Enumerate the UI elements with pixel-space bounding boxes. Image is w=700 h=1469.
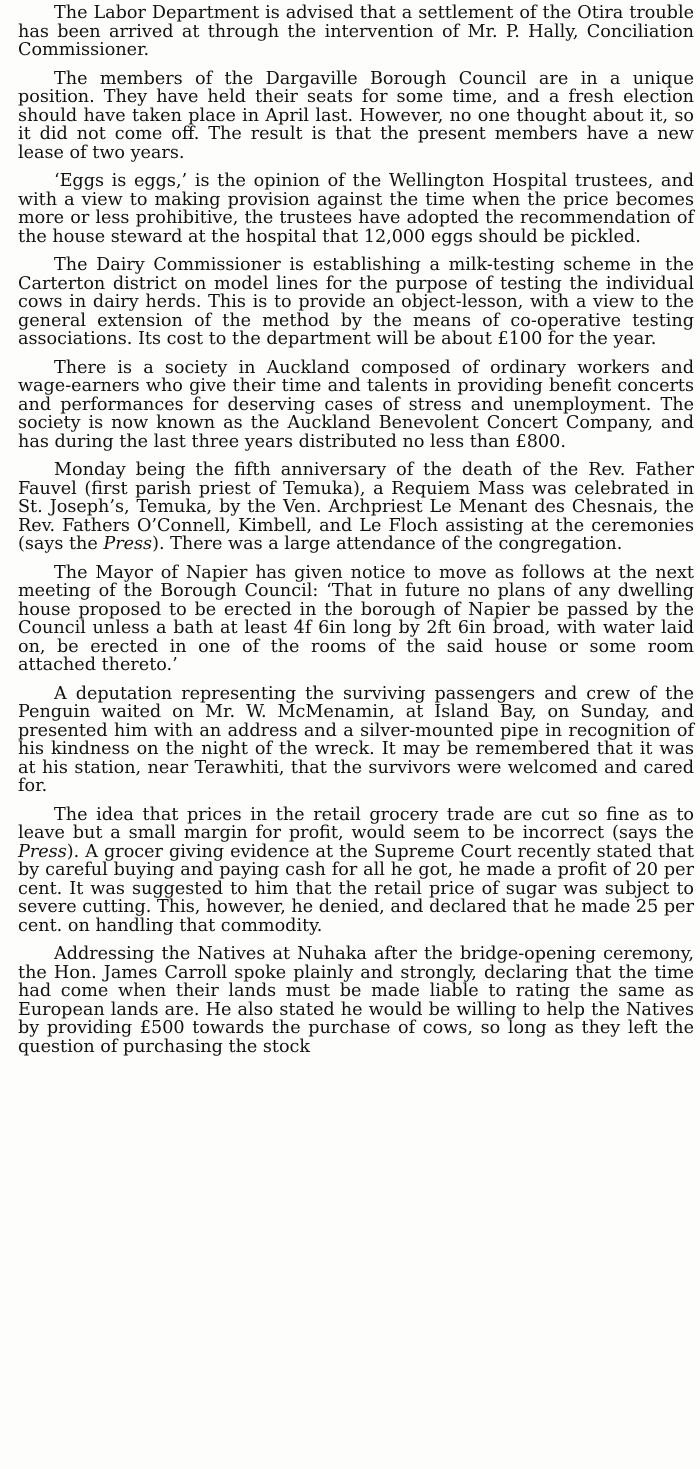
newspaper-citation: Press xyxy=(18,841,67,862)
paragraph-penguin-deputation: A deputation representing the surviving passengers and crew of the Penguin waited on Mr. W. McMenamin, at Island Bay, on Sunday, and presented him with an address and a silver-mounted pipe in recognition of his kindness on the night of the wreck. It may be remembered that it was at his station, near Terawhiti, that the survivors were welcomed and cared for. xyxy=(18,683,694,796)
paragraph-milk-testing: The Dairy Commissioner is establishing a milk-testing scheme in the Carterton district on model lines for the purpose of testing the individual cows in dairy herds. This is to provide an object-lesson, with a view to the general extension of the method by the means of co-operative testing associations. Its cost to the department will be about £100 for the year. xyxy=(18,255,694,349)
paragraph-napier-bath: The Mayor of Napier has given notice to move as follows at the next meeting of the Borough Council: ‘That in future no plans of any dwelling house proposed to be erected in the borough of Napier be passed by the Council unless a bath at least 4f 6in long by 2ft 6in broad, with water laid on, be erected in one of the rooms of the said house or some room attached thereto.’ xyxy=(18,562,694,675)
paragraph-otira-settlement: The Labor Department is advised that a settlement of the Otira trouble has been arrived at through the intervention of Mr. P. Hally, Conciliation Commissioner. xyxy=(18,3,694,60)
news-column xyxy=(18,4,694,1056)
paragraph-requiem-mass: Monday being the fifth anniversary of the death of the Rev. Father Fauvel (first parish priest of Temuka), a Requiem Mass was celebrated in St. Joseph’s, Temuka, by the Ven. Archpriest Le Menant des Chesnais, the Rev. Fathers O’Connell, Kimbell, and Le Floch assisting at the ceremonies (says the Press). There was a large attendance of the congregation. xyxy=(18,460,694,554)
paragraph-nuhaka-natives: Addressing the Natives at Nuhaka after the bridge-opening ceremony, the Hon. James Carroll spoke plainly and strongly, declaring that the time had come when their lands must be made liable to rating the same as European lands are. He also stated he would be willing to help the Natives by providing £500 towards the purchase of cows, so long as they left the question of purchasing the stock xyxy=(18,944,694,1057)
newspaper-citation: Press xyxy=(103,534,153,554)
paragraph-dargaville-council: The members of the Dargaville Borough Council are in a unique position. They have held their seats for some time, and a fresh election should have taken place in April last. However, no one thought about it, so it did not come off. The result is that the present members have a new lease of two years. xyxy=(18,68,694,163)
paragraph-benevolent-concert: There is a society in Auckland composed of ordinary workers and wage-earners who give their time and talents in providing benefit concerts and performances for deserving cases of stress and unemployment. The society is now known as the Auckland Benevolent Concert Company, and has during the last three years distributed no less than £800. xyxy=(18,357,694,452)
paragraph-grocery-prices: The idea that prices in the retail grocery trade are cut so fine as to leave but a small margin for profit, would seem to be incorrect (says the Press). A grocer giving evidence at the Supreme Court recently stated that by careful buying and paying cash for all he got, he made a profit of 20 per cent. It was suggested to him that the retail price of sugar was subject to severe cutting. This, however, he denied, and declared that he made 25 per cent. on handling that commodity. xyxy=(18,804,694,936)
paragraph-eggs-pickled: ‘Eggs is eggs,’ is the opinion of the Wellington Hospital trustees, and with a view to making provision against the time when the price becomes more or less prohibitive, the trustees have adopted the recommendation of the house steward at the hospital that 12,000 eggs should be pickled. xyxy=(18,171,694,247)
